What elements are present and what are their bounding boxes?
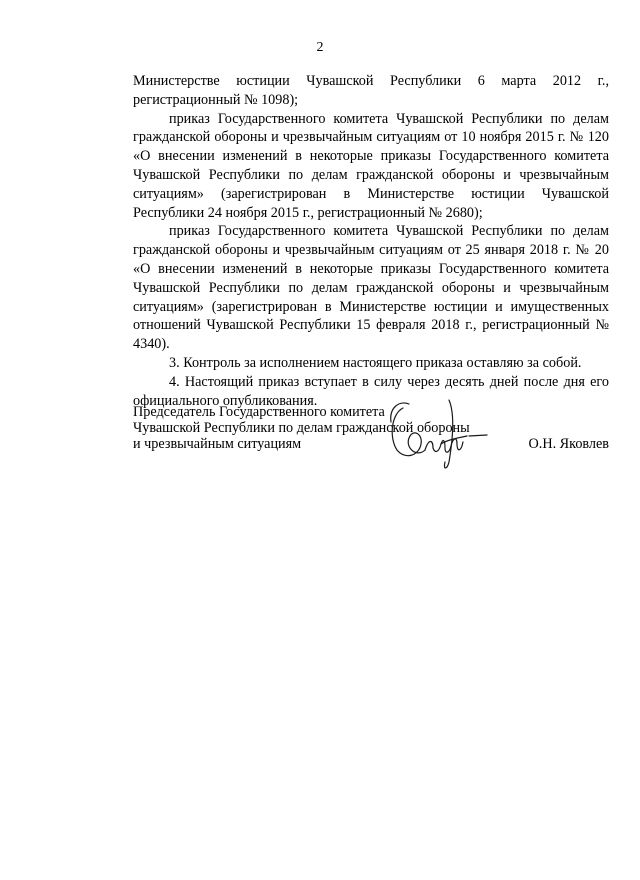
signature-block bbox=[133, 404, 613, 474]
signatory-title-line-2: Чувашской Республики по делам гражданской обороны bbox=[133, 420, 470, 436]
signatory-title-line-3: и чрезвычайным ситуациям bbox=[133, 436, 302, 452]
handwritten-signature bbox=[383, 394, 493, 472]
signatory-name: О.Н. Яковлев bbox=[528, 436, 609, 452]
signatory-title-line-1: Председатель Государственного комитета bbox=[133, 404, 385, 420]
paragraph-1: Министерстве юстиции Чувашской Республики 6 марта 2012 г., регистрационный № 1098); bbox=[133, 73, 609, 108]
document-body bbox=[133, 72, 609, 410]
paragraph-5: 4. Настоящий приказ вступает в силу через десять дней после дня его официального опубликования. bbox=[133, 373, 609, 409]
paragraph-4: 3. Контроль за исполнением настоящего приказа оставляю за собой. bbox=[169, 354, 582, 371]
paragraph-3: приказ Государственного комитета Чувашской Республики по делам гражданской обороны и чрезвычайным ситуациям от 25 января 2018 г. № 20 «О внесении изменений в некоторые приказы Государственного комитета Чувашской Республики по делам гражданской обороны и чрезвычайным ситуациям» (зарегистрирован в Министерстве юстиции и имущественных отношений Чувашской Республики 15 февраля 2018 г., регистрационный № 4340). bbox=[133, 223, 609, 353]
paragraph-2: приказ Государственного комитета Чувашской Республики по делам гражданской обороны и чрезвычайным ситуациям от 10 ноября 2015 г. № 120 «О внесении изменений в некоторые приказы Государственного комитета Чувашской Республики по делам гражданской обороны и чрезвычайным ситуациям» (зарегистрирован в Министерстве юстиции Чувашской Республики 24 ноября 2015 г., регистрационный № 2680); bbox=[133, 110, 609, 221]
page-number: 2 bbox=[316, 40, 324, 55]
